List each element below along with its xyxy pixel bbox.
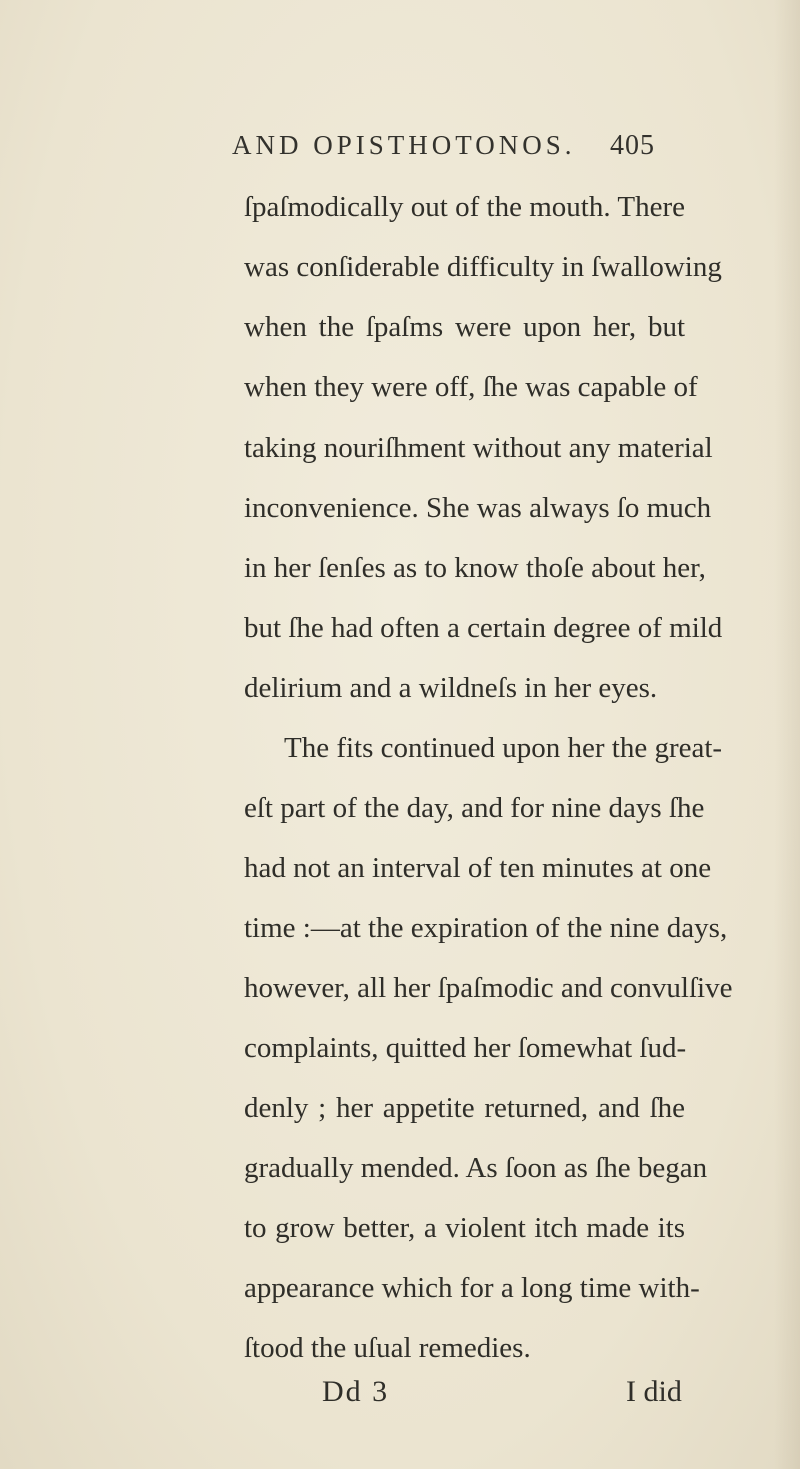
text-line: but ſhe had often a certain degree of mild	[244, 612, 723, 644]
text-line: however, all her ſpaſmodic and convulſive	[244, 972, 733, 1004]
running-head: AND OPISTHOTONOS.	[232, 130, 576, 160]
catchword: I did	[626, 1375, 682, 1408]
text-line: was conſiderable difficulty in ſwallowing	[244, 251, 722, 283]
text-line: when the ſpaſms were upon her, but	[244, 311, 685, 343]
text-line: gradually mended. As ſoon as ſhe began	[244, 1152, 708, 1184]
text-line: had not an interval of ten minutes at one	[244, 852, 712, 884]
page-edge-shadow	[774, 0, 800, 1469]
text-line: eſt part of the day, and for nine days ſhe	[244, 792, 705, 824]
text-line: inconvenience. She was always ſo much	[244, 492, 712, 524]
page-number: 405	[610, 130, 655, 161]
text-line: complaints, quitted her ſomewhat ſud-	[244, 1032, 687, 1064]
text-line: to grow better, a violent itch made its	[244, 1212, 685, 1244]
text-line: taking nouriſhment without any material	[244, 432, 713, 464]
text-line: denly ; her appetite returned, and ſhe	[244, 1092, 685, 1124]
text-line: ſtood the uſual remedies.	[244, 1332, 531, 1364]
text-line: ſpaſmodically out of the mouth. There	[244, 191, 685, 223]
text-line: delirium and a wildneſs in her eyes.	[244, 672, 658, 704]
page-header	[0, 130, 800, 170]
text-line: when they were off, ſhe was capable of	[244, 371, 698, 403]
text-line: appearance which for a long time with-	[244, 1272, 700, 1304]
signature-mark: Dd 3	[322, 1375, 390, 1408]
text-line: in her ſenſes as to know thoſe about her,	[244, 552, 706, 584]
text-line: time :—at the expiration of the nine days,	[244, 912, 728, 944]
text-line: The fits continued upon her the great-	[284, 732, 723, 764]
